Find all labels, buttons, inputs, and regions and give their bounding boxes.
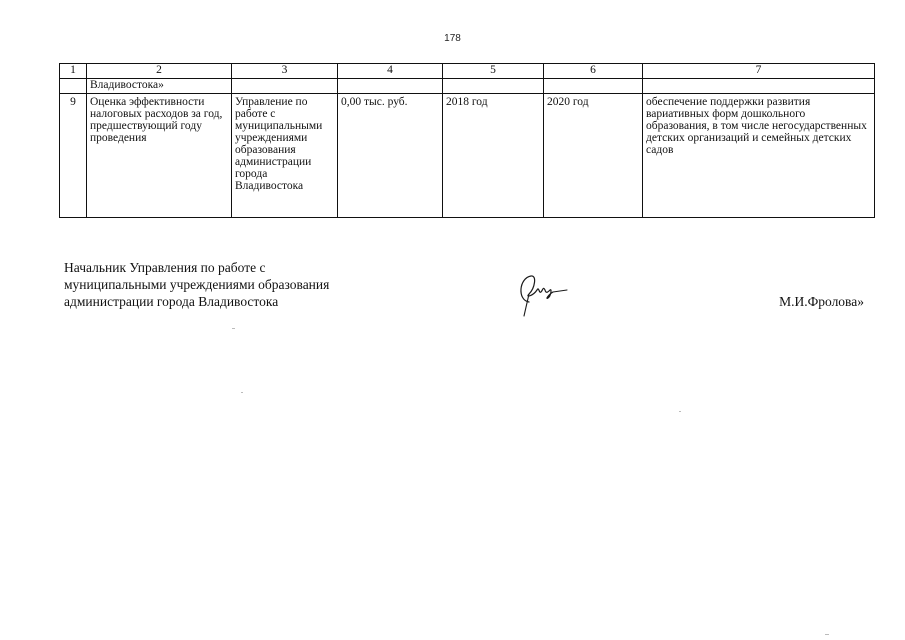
handwritten-signature bbox=[515, 270, 571, 320]
table-cell bbox=[544, 79, 643, 94]
table-cell bbox=[443, 79, 544, 94]
table-cell bbox=[60, 79, 87, 94]
page-number: 178 bbox=[444, 33, 461, 44]
end-year: 2020 год bbox=[544, 94, 643, 218]
scan-speck bbox=[232, 328, 235, 329]
table-row bbox=[60, 94, 875, 218]
header-cell: 4 bbox=[338, 64, 443, 79]
continuation-row bbox=[60, 79, 875, 94]
table-cell bbox=[232, 79, 338, 94]
header-cell: 2 bbox=[87, 64, 232, 79]
row-number: 9 bbox=[60, 94, 87, 218]
signatory-line: администрации города Владивостока bbox=[64, 294, 279, 309]
measure-name: Оценка эффективности налоговых расходов за год, предшествующий году проведения bbox=[87, 94, 232, 218]
table-cell bbox=[338, 79, 443, 94]
start-year: 2018 год bbox=[443, 94, 544, 218]
funding-amount: 0,00 тыс. руб. bbox=[338, 94, 443, 218]
expected-result: обеспечение поддержки развития вариативных форм дошкольного образования, в том числе негосударственных детских организаций и семейных детских садов bbox=[643, 94, 875, 218]
header-cell: 5 bbox=[443, 64, 544, 79]
table-header-row bbox=[60, 64, 875, 79]
header-cell: 7 bbox=[643, 64, 875, 79]
signatory-line: Начальник Управления по работе с bbox=[64, 260, 266, 275]
table-cell: Владивостока» bbox=[87, 79, 232, 94]
scan-speck bbox=[679, 411, 681, 412]
header-cell: 6 bbox=[544, 64, 643, 79]
signatory-name: М.И.Фролова» bbox=[779, 294, 864, 309]
table-cell bbox=[643, 79, 875, 94]
header-cell: 3 bbox=[232, 64, 338, 79]
signatory-title bbox=[64, 259, 329, 310]
scan-speck bbox=[825, 634, 829, 635]
scan-speck bbox=[241, 392, 243, 393]
header-cell: 1 bbox=[60, 64, 87, 79]
responsible-executor: Управление по работе с муниципальными учреждениями образования администрации города Владивостока bbox=[232, 94, 338, 218]
signatory-line: муниципальными учреждениями образования bbox=[64, 277, 330, 292]
program-table bbox=[59, 63, 875, 218]
